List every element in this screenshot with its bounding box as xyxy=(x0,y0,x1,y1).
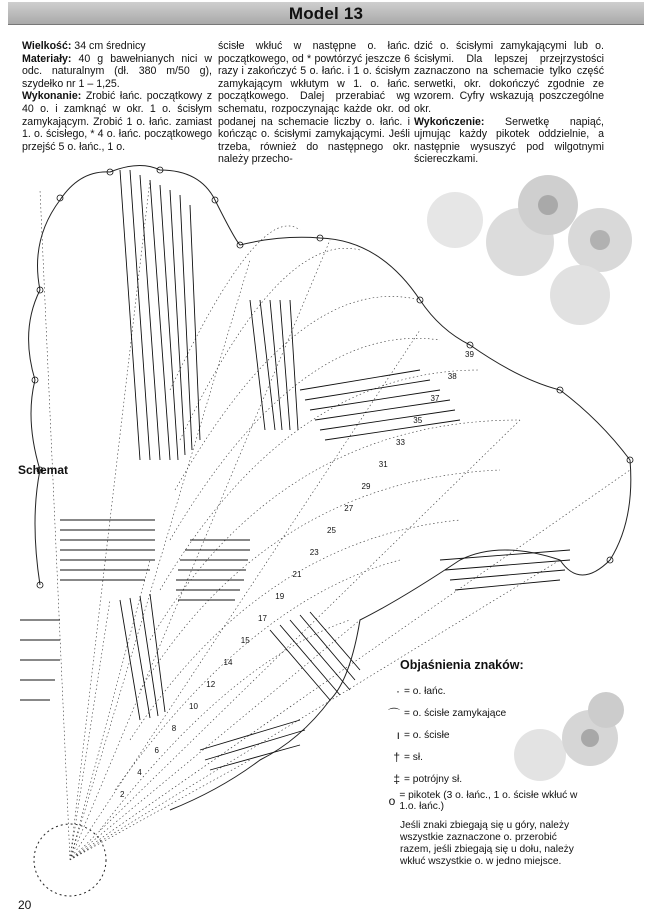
legend-label: = sł. xyxy=(404,751,423,763)
round-number: 2 xyxy=(120,790,125,799)
legend-label: = o. ścisłe xyxy=(404,729,450,741)
materials-value: 40 g bawełnianych nici w odc. naturalnym (dł. 380 m/50 g), szydełko nr 1 – 1,25. xyxy=(22,52,212,90)
legend-label: = pikotek (3 o. łańc., 1 o. ścisłe wkłuć w 1.o. łańc.) xyxy=(399,790,578,812)
text-column-3 xyxy=(414,40,604,166)
finishing-value: Serwetkę napiąć, ujmując każdy pikotek oddzielnie, a następnie wysuszyć pod wilgotnymi ściereczkami. xyxy=(414,115,604,166)
round-number: 27 xyxy=(344,504,354,513)
round-number: 19 xyxy=(275,592,285,601)
execution-paragraph xyxy=(22,90,212,153)
legend xyxy=(370,658,590,868)
page-title: Model 13 xyxy=(288,4,364,23)
round-number: 14 xyxy=(223,658,233,667)
round-number: 6 xyxy=(154,746,159,755)
legend-title: Objaśnienia znaków: xyxy=(400,658,524,672)
round-number: 37 xyxy=(430,394,440,403)
legend-symbol: o xyxy=(388,794,396,808)
round-number: 4 xyxy=(137,768,142,777)
text-column-2 xyxy=(218,40,410,166)
legend-items xyxy=(370,680,590,812)
instructions-continued: ścisłe wkłuć w następne o. łańc. początkowego, od * powtórzyć jeszcze 6 razy i zakończyć 5 o. łańc. i 1 o. ścisłym zamykającym wkłutym w 1. o. łańc. początkowego. Dalej przerabiać wg schematu, rozpoczynając każde okr. od podanej na schemacie liczby o. łańc. i kończąc o. ścisłymi zamykającymi. Jeśli trzeba, również do następnego okr. należy przecho- xyxy=(218,40,410,166)
round-number: 35 xyxy=(413,416,423,425)
size-value: 34 cm średnicy xyxy=(71,40,146,52)
round-number: 33 xyxy=(396,438,405,447)
execution-label: Wykonanie: xyxy=(22,90,82,103)
legend-label: = potrójny sł. xyxy=(404,773,463,785)
legend-symbol: † xyxy=(393,750,400,764)
round-number: 8 xyxy=(171,724,177,733)
materials-paragraph xyxy=(22,53,212,91)
schema-label: Schemat xyxy=(18,463,69,477)
header-bar xyxy=(8,2,644,25)
round-number: 31 xyxy=(378,460,388,469)
legend-item xyxy=(370,680,590,702)
legend-note: Jeśli znaki zbiegają się u góry, należy wszystkie zaznaczone o. przerobić razem, jeśli zbiegają się u dołu, należy wkłuć wszystkie o. w jedno miejsce. xyxy=(400,820,574,867)
round-number: 10 xyxy=(189,702,198,711)
legend-item xyxy=(370,724,590,746)
legend-item xyxy=(370,768,590,790)
round-number: 39 xyxy=(465,350,474,359)
round-number: 21 xyxy=(292,570,302,579)
legend-label: = o. ścisłe zamykające xyxy=(404,707,507,719)
legend-item xyxy=(370,790,590,812)
page-number: 20 xyxy=(18,898,32,912)
materials-label: Materiały: xyxy=(22,52,72,65)
legend-item xyxy=(370,746,590,768)
instructions-end: dzić o. ścisłymi zamykającymi lub o. ścisłymi. Dla lepszej przejrzystości zaznaczono na schemacie tylko część serwetki, okr. dokończyć zgodnie ze wzorem. Cyfry wskazują poszczególne okr. xyxy=(414,40,604,115)
legend-symbol: ⌒ xyxy=(387,706,400,721)
legend-symbol: ‡ xyxy=(393,772,400,786)
round-number: 23 xyxy=(309,548,319,557)
round-number: 38 xyxy=(447,372,457,381)
round-number: 17 xyxy=(258,614,267,623)
round-number: 29 xyxy=(361,482,371,491)
round-number: 25 xyxy=(327,526,336,535)
legend-symbol: · xyxy=(396,684,400,698)
size-paragraph xyxy=(22,40,212,53)
finishing-paragraph xyxy=(414,116,604,166)
text-column-1 xyxy=(22,40,212,153)
round-number: 12 xyxy=(206,680,216,689)
finishing-label: Wykończenie: xyxy=(414,115,485,128)
legend-label: = o. łańc. xyxy=(404,685,446,697)
size-label: Wielkość: xyxy=(22,40,72,52)
legend-symbol: ı xyxy=(396,728,400,742)
execution-value: Zrobić łańc. początkowy z 40 o. i zamknąć w okr. 1 o. ścisłym zamykającym. Zrobić 1 o. łańc. zamiast 1. o. ścisłego, * 4 o. łańc. początkowego przejść 5 o. łańc., 1 o. xyxy=(22,90,212,153)
roses-photo-top xyxy=(427,175,632,325)
round-number: 15 xyxy=(240,636,250,645)
legend-item xyxy=(370,702,590,724)
